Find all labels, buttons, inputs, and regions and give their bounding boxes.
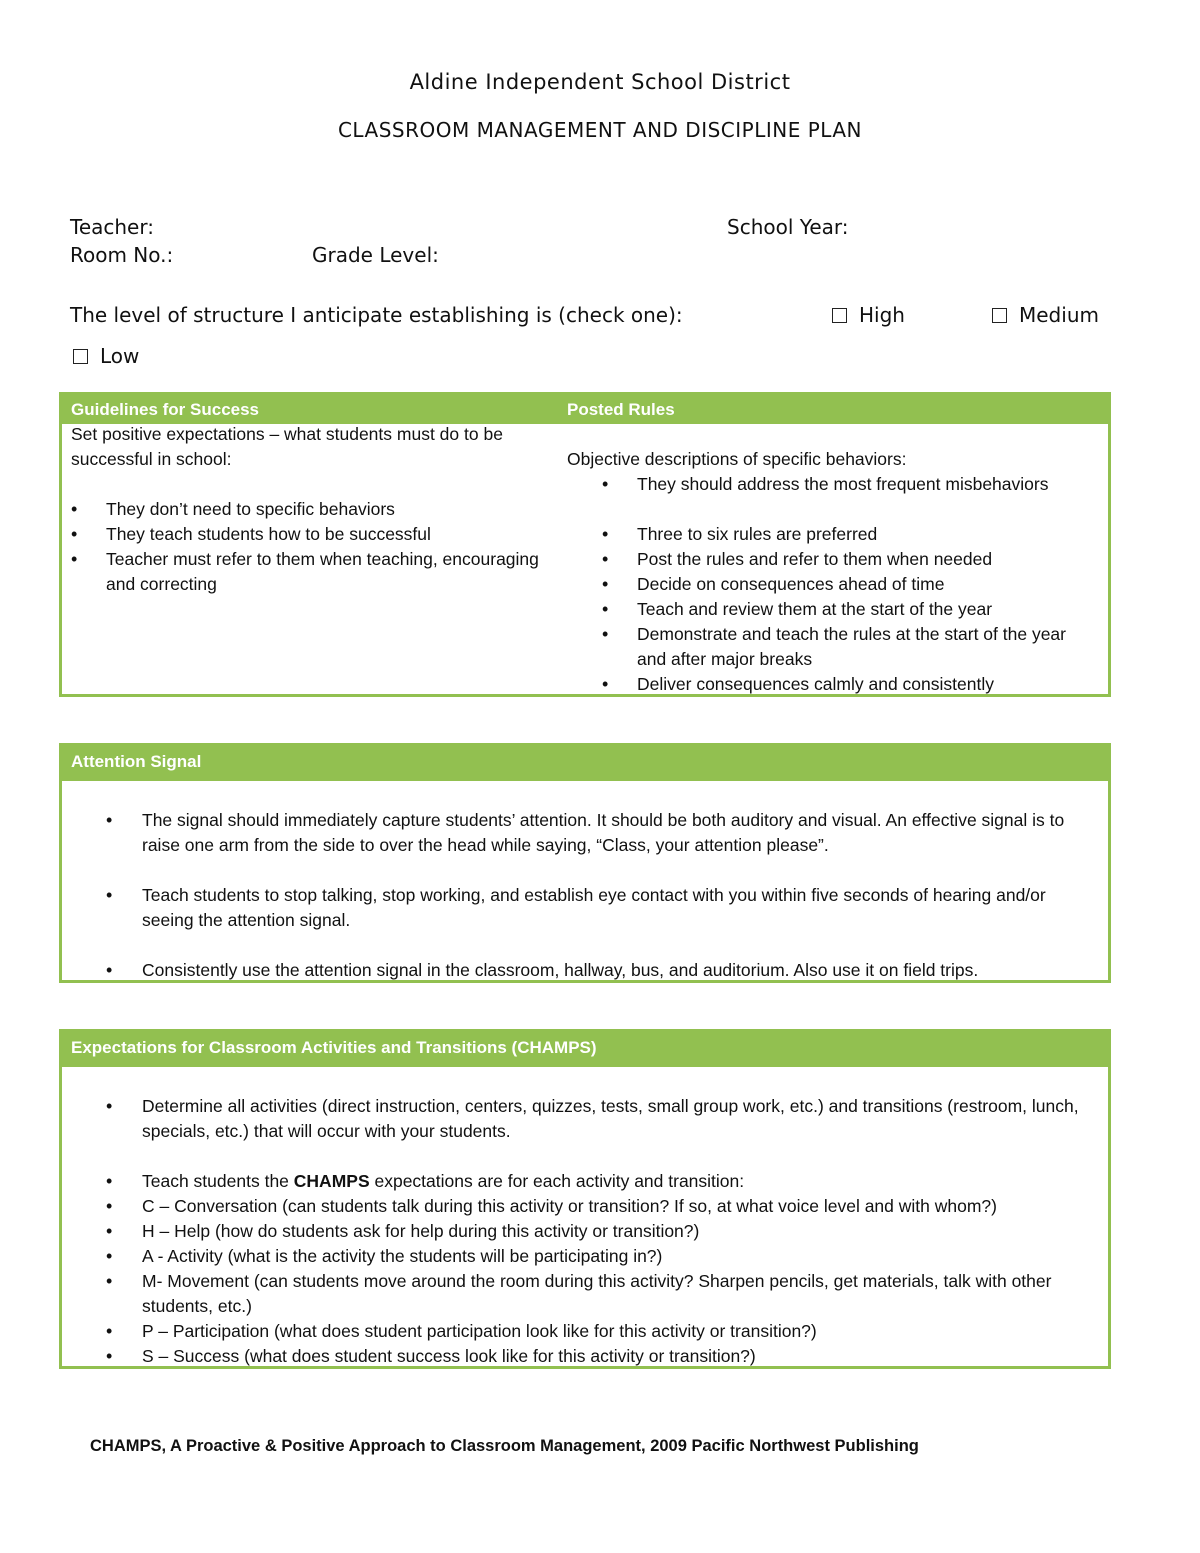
list-item: • Three to six rules are preferred	[602, 522, 1097, 547]
list-item: • P – Participation (what does student participation look like for this activity or transition?)	[62, 1319, 1092, 1344]
guidelines-header: Guidelines for Success	[71, 400, 260, 419]
list-item: • S – Success (what does student success look like for this activity or transition?)	[62, 1344, 1092, 1369]
list-item: • They don’t need to specific behaviors	[71, 497, 551, 522]
attention-list	[62, 808, 1072, 983]
school-year-label: School Year:	[727, 215, 849, 239]
option-label: Medium	[1019, 303, 1099, 327]
rules-list	[602, 522, 1097, 697]
checkbox-high[interactable]	[832, 308, 847, 323]
champs-list	[62, 1094, 1092, 1369]
room-no-label: Room No.:	[70, 243, 174, 267]
list-item: • Consistently use the attention signal in the classroom, hallway, bus, and auditorium. Also use it on field trips.	[62, 958, 1072, 983]
teach-bold: CHAMPS	[293, 1171, 370, 1191]
champs-header: Expectations for Classroom Activities and Transitions (CHAMPS)	[62, 1032, 1108, 1067]
district-title: Aldine Independent School District	[409, 70, 791, 94]
posted-rules-header: Posted Rules	[567, 400, 675, 419]
list-item: • M- Movement (can students move around the room during this activity? Sharpen pencils, get materials, talk with other students, etc.)	[62, 1269, 1092, 1319]
guidelines-intro: Set positive expectations – what students must do to be successful in school:	[71, 424, 503, 469]
grade-level-label: Grade Level:	[312, 243, 439, 267]
structure-option-high[interactable]	[832, 303, 905, 327]
list-item: • Teach students to stop talking, stop working, and establish eye contact with you within five seconds of hearing and/or seeing the attention signal.	[62, 883, 1072, 933]
list-item: • Post the rules and refer to them when needed	[602, 547, 1097, 572]
list-item: • H – Help (how do students ask for help during this activity or transition?)	[62, 1219, 1092, 1244]
option-label: High	[859, 303, 905, 327]
list-item: • They should address the most frequent misbehaviors	[602, 472, 1097, 497]
attention-signal-header: Attention Signal	[62, 746, 1108, 781]
plan-title: CLASSROOM MANAGEMENT AND DISCIPLINE PLAN	[337, 118, 863, 142]
structure-prompt: The level of structure I anticipate establishing is (check one):	[70, 303, 683, 327]
teach-suffix: expectations are for each activity and transition:	[369, 1171, 745, 1191]
spacer	[62, 933, 1072, 958]
teach-prefix: Teach students the	[142, 1171, 294, 1191]
checkbox-medium[interactable]	[992, 308, 1007, 323]
guidelines-column	[71, 422, 551, 597]
teacher-label: Teacher:	[70, 215, 154, 239]
structure-option-medium[interactable]	[992, 303, 1099, 327]
posted-rules-column	[567, 422, 1097, 697]
checkbox-low[interactable]	[73, 349, 88, 364]
rules-intro: Objective descriptions of specific behaviors:	[567, 449, 907, 469]
list-item: • A - Activity (what is the activity the students will be participating in?)	[62, 1244, 1092, 1269]
spacer	[62, 1144, 1092, 1169]
spacer	[62, 858, 1072, 883]
guidelines-list	[71, 497, 551, 597]
list-item: • They teach students how to be successful	[71, 522, 551, 547]
champs-box	[59, 1029, 1111, 1369]
list-item: • Deliver consequences calmly and consistently	[602, 672, 1097, 697]
list-item: • Teacher must refer to them when teaching, encouraging and correcting	[71, 547, 551, 597]
rules-list-first	[602, 472, 1097, 497]
list-item: • Decide on consequences ahead of time	[602, 572, 1097, 597]
list-item: • Teach and review them at the start of the year	[602, 597, 1097, 622]
list-item-teach	[62, 1169, 1092, 1194]
option-label: Low	[100, 344, 140, 368]
list-item: • C – Conversation (can students talk during this activity or transition? If so, at what voice level and with whom?)	[62, 1194, 1092, 1219]
guidelines-table	[59, 392, 1111, 697]
list-item: • Demonstrate and teach the rules at the start of the year and after major breaks	[602, 622, 1097, 672]
footer-citation: CHAMPS, A Proactive & Positive Approach to Classroom Management, 2009 Pacific Northwest Publishing	[90, 1437, 919, 1455]
attention-signal-box	[59, 743, 1111, 983]
list-item: • The signal should immediately capture students’ attention. It should be both auditory and visual. An effective signal is to raise one arm from the side to over the head while saying, “Class, your attention please”.	[62, 808, 1072, 858]
list-item: • Determine all activities (direct instruction, centers, quizzes, tests, small group work, etc.) and transitions (restroom, lunch, specials, etc.) that will occur with your students.	[62, 1094, 1092, 1144]
structure-option-low[interactable]	[73, 344, 139, 368]
guidelines-table-header	[62, 395, 1108, 424]
